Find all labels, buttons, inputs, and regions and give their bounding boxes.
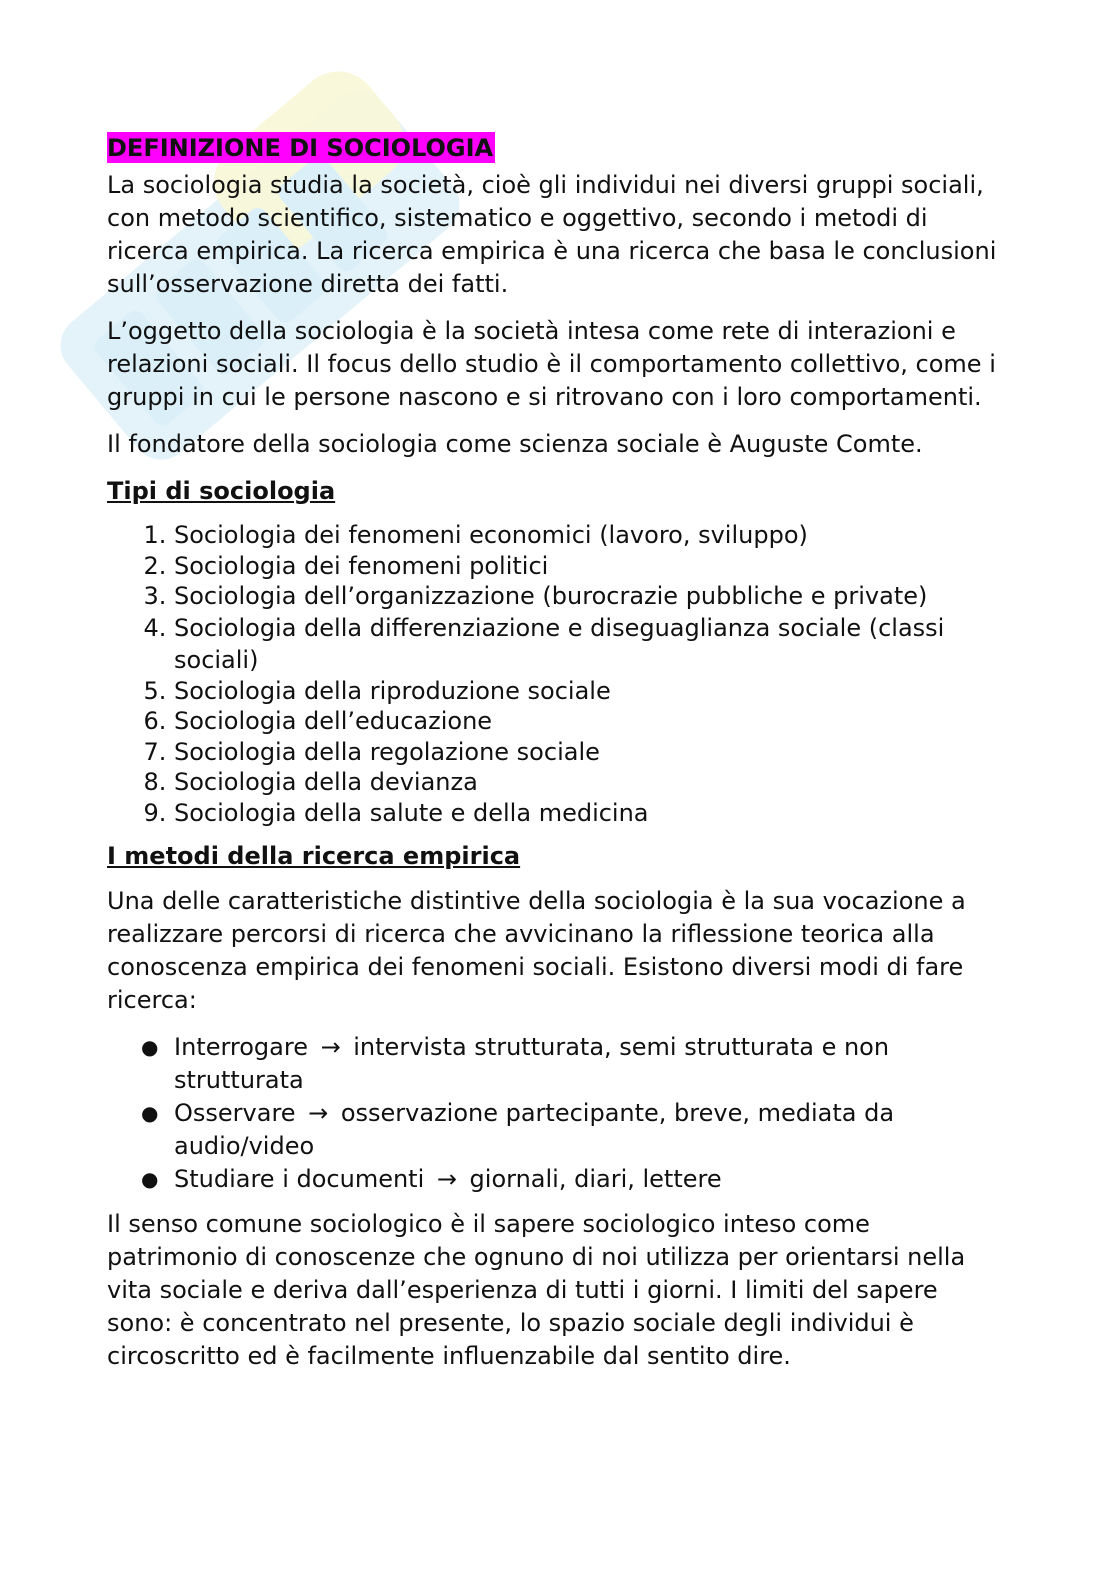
arrow-right-icon: →	[436, 1165, 457, 1193]
methods-intro: Una delle caratteristiche distintive della sociologia è la sua vocazione a realizzare percorsi di ricerca che avvicinano la riflessione teorica alla conoscenza empirica dei fenomeni sociali. Esistono diversi modi di fare ricerca:	[107, 887, 966, 1014]
list-item: 2. Sociologia dei fenomeni politici	[174, 551, 1007, 582]
bullet-icon: ●	[141, 1035, 159, 1059]
arrow-right-icon: →	[308, 1099, 329, 1127]
closing-paragraph: Il senso comune sociologico è il sapere sociologico inteso come patrimonio di conoscenze che ognuno di noi utilizza per orientarsi nella vita sociale e deriva dall’esperienza di tutti i giorni. I limiti del sapere sono: è concentrato nel presente, lo spazio sociale degli individui è circoscritto ed è facilmente influenzabile dal sentito dire.	[107, 1210, 966, 1370]
list-item	[141, 1163, 1007, 1196]
list-item: 9. Sociologia della salute e della medicina	[174, 798, 1007, 829]
list-item: 3. Sociologia dell’organizzazione (burocrazie pubbliche e private)	[174, 581, 1007, 612]
list-item: 7. Sociologia della regolazione sociale	[174, 737, 1007, 768]
method-description: giornali, diari, lettere	[469, 1165, 722, 1193]
method-description: intervista strutturata, semi strutturata e non strutturata	[174, 1033, 890, 1094]
bullet-icon: ●	[141, 1101, 159, 1125]
list-item: 6. Sociologia dell’educazione	[174, 706, 1007, 737]
method-description: osservazione partecipante, breve, mediata da audio/video	[174, 1099, 895, 1160]
list-item	[174, 612, 1007, 676]
arrow-right-icon: →	[320, 1033, 341, 1061]
types-heading: Tipi di sociologia	[107, 477, 336, 505]
document-page	[107, 128, 1007, 1387]
list-item	[141, 1097, 1007, 1163]
methods-list	[107, 1031, 1007, 1196]
intro-paragraph: La sociologia studia la società, cioè gli individui nei diversi gruppi sociali, con metodo scientifico, sistematico e oggettivo, secondo i metodi di ricerca empirica. La ricerca empirica è una ricerca che basa le conclusioni sull’osservazione diretta dei fatti.	[107, 171, 997, 298]
list-item: 1. Sociologia dei fenomeni economici (lavoro, sviluppo)	[174, 520, 1007, 551]
intro-paragraph: L’oggetto della sociologia è la società intesa come rete di interazioni e relazioni sociali. Il focus dello studio è il comportamento collettivo, come i gruppi in cui le persone nascono e si ritrovano con i loro comportamenti.	[107, 317, 996, 411]
list-item: 5. Sociologia della riproduzione sociale	[174, 676, 1007, 707]
list-item: 8. Sociologia della devianza	[174, 767, 1007, 798]
list-item-text: Sociologia della differenziazione e diseguaglianza sociale (classi sociali)	[174, 613, 945, 674]
methods-heading: I metodi della ricerca empirica	[107, 842, 521, 870]
list-item	[141, 1031, 1007, 1097]
page-title: DEFINIZIONE DI SOCIOLOGIA	[107, 134, 494, 162]
method-term: Osservare	[174, 1099, 296, 1127]
method-term: Interrogare	[174, 1033, 308, 1061]
bullet-icon: ●	[141, 1167, 159, 1191]
types-list	[107, 520, 1007, 828]
intro-paragraph: Il fondatore della sociologia come scienza sociale è Auguste Comte.	[107, 430, 923, 458]
method-term: Studiare i documenti	[174, 1165, 425, 1193]
